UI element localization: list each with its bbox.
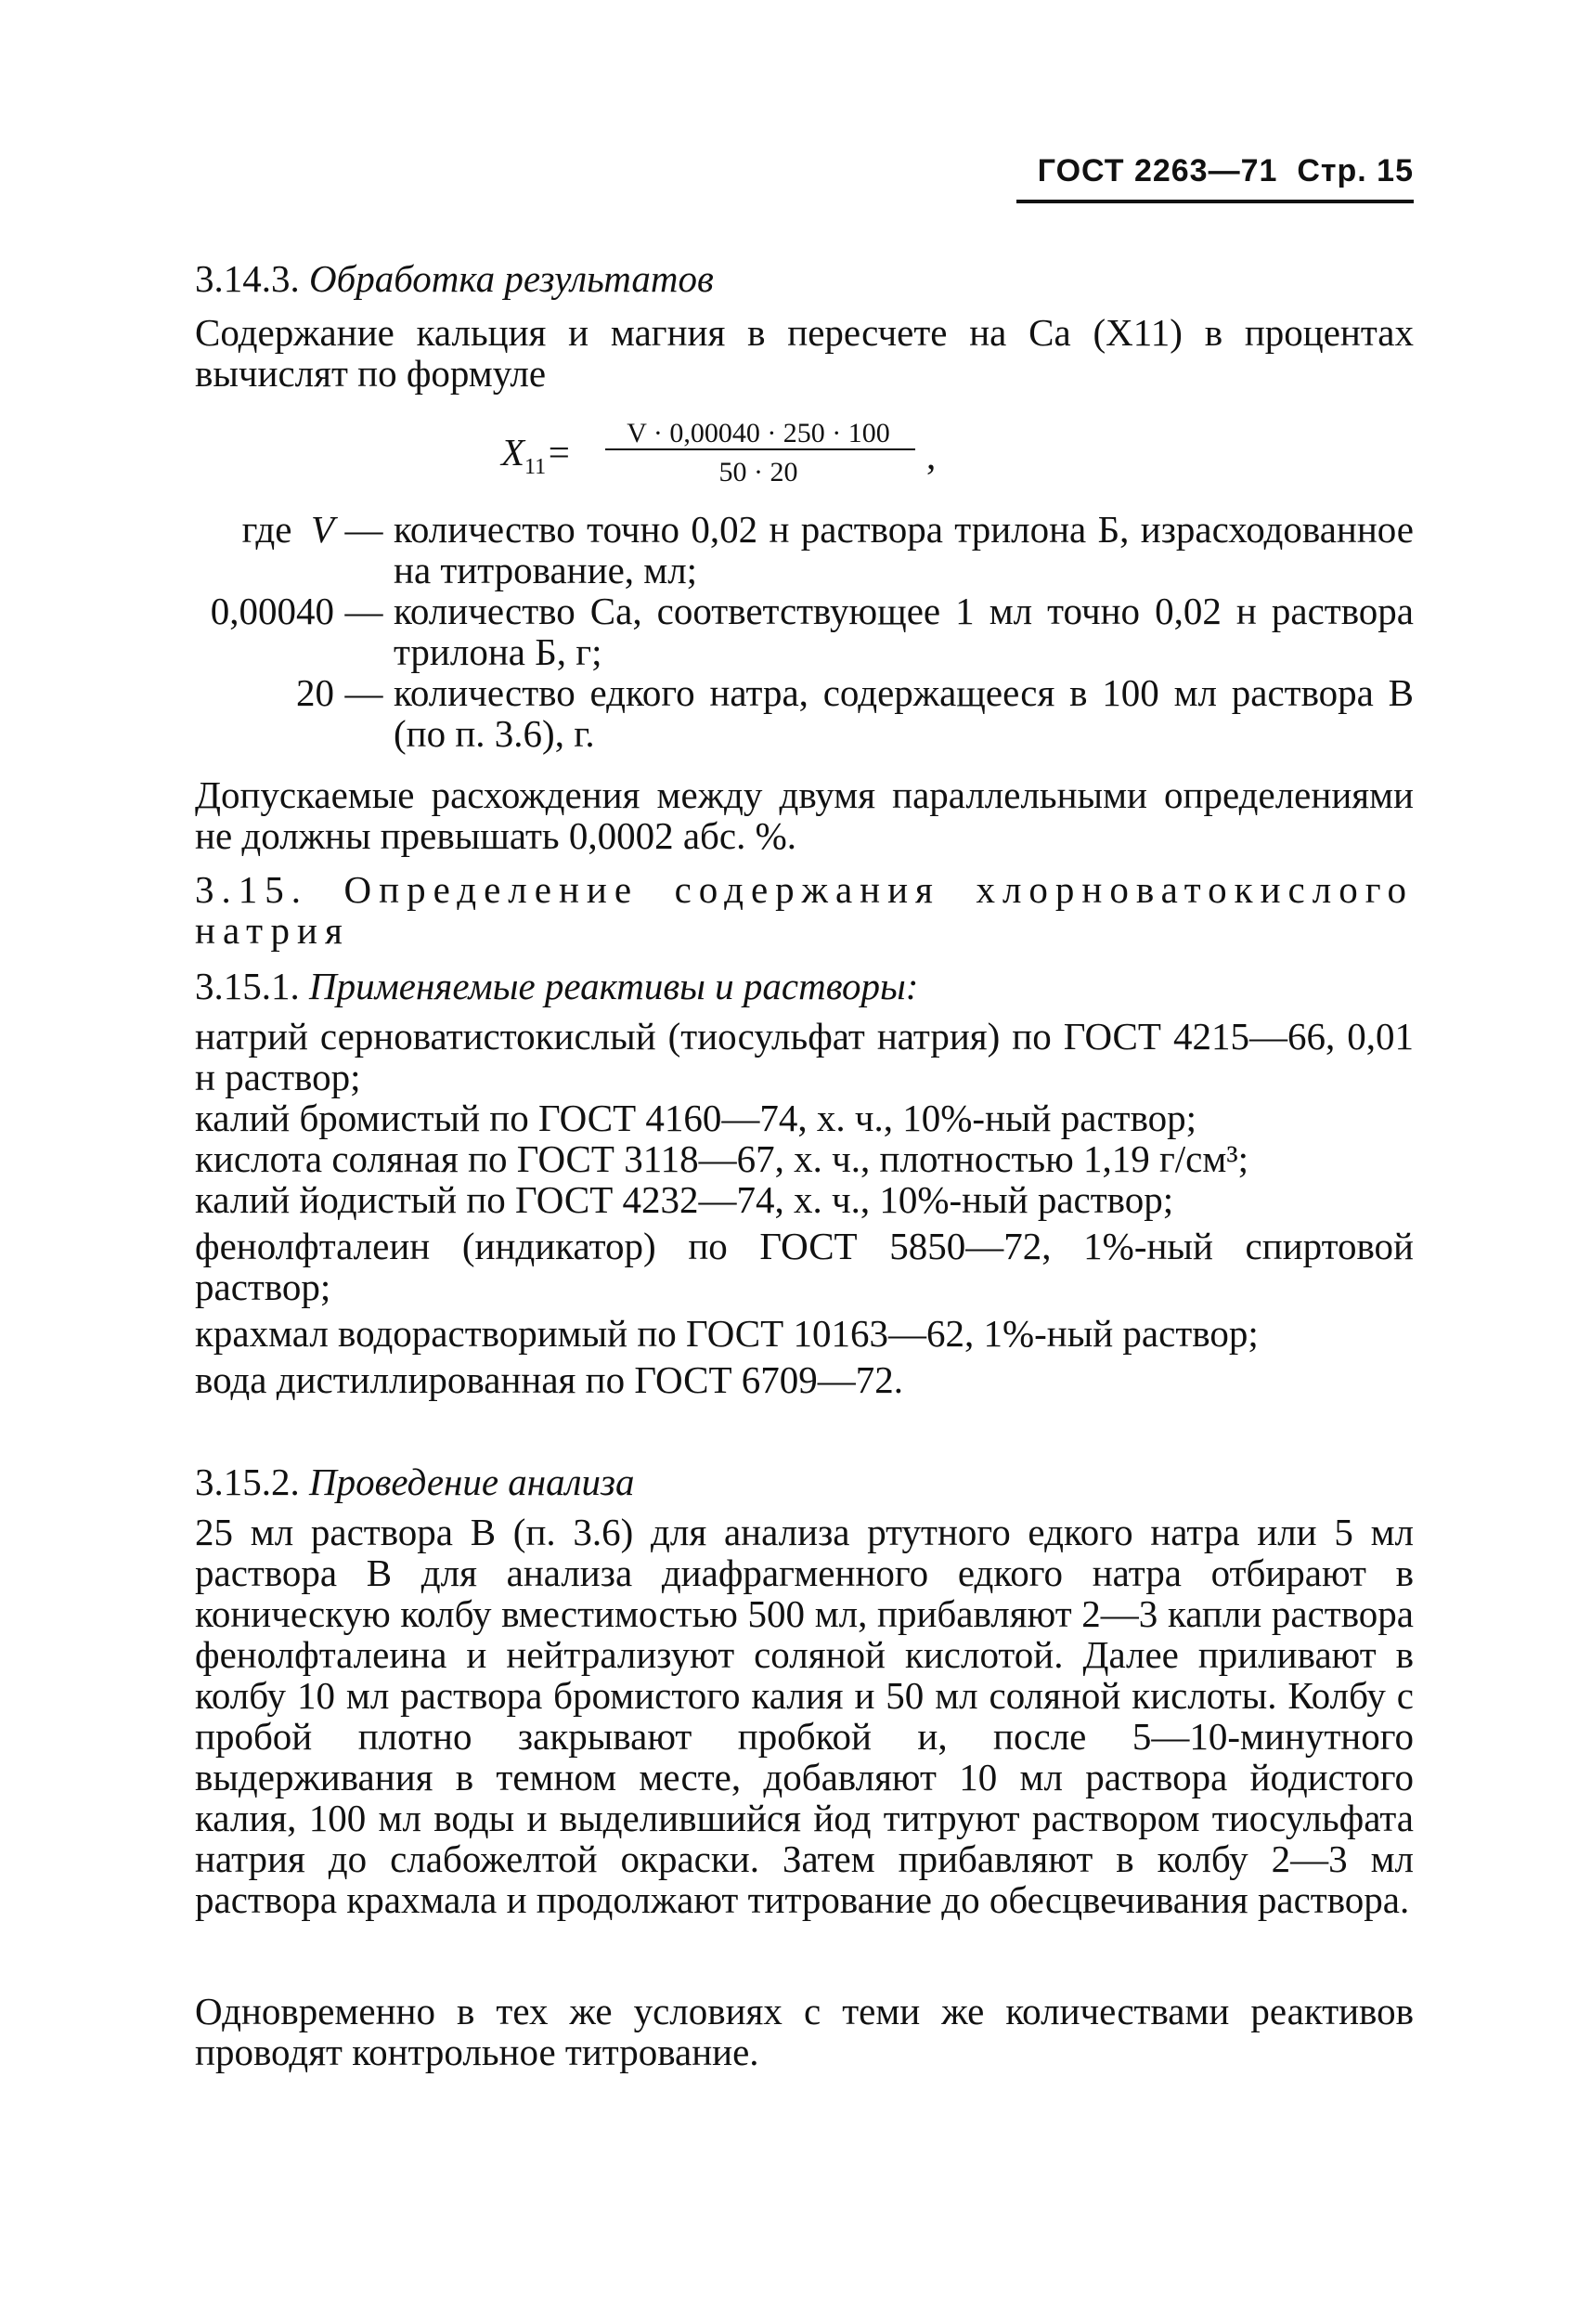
heading-number: 3.14.3. <box>195 257 300 300</box>
section-3-15-2-heading <box>195 1461 1414 1502</box>
reagent-item: фенолфталеин (индикатор) по ГОСТ 5850—72, 1%-ный спиртовой раствор; <box>195 1225 1414 1308</box>
section-3-15-heading <box>195 869 1414 951</box>
section-heading: Проведение анализа <box>309 1461 635 1503</box>
calc-intro <box>195 312 1414 394</box>
where-term: где V <box>241 508 334 551</box>
formula-lhs: $X_{11}=$ <box>501 431 572 480</box>
standard-code: ГОСТ 2263—71 <box>1037 153 1278 188</box>
procedure-text: 25 мл раствора В (п. 3.6) для анализа ртутного едкого натра или 5 мл раствора В для анализа диафрагменного едкого натра отбирают в коническую колбу вместимостью 500 мл, прибавляют 2—3 капли раствора фенолфталеина и нейтрализуют соляной кислотой. Далее приливают в колбу 10 мл раствора бромистого калия и 50 мл соляной кислоты. Колбу с пробой плотно закрывают пробкой и, после 5—10-минутного выдерживания в темном месте, добавляют 10 мл раствора йодистого калия, 100 мл воды и выделившийся йод титруют раствором тиосульфата натрия до слабожелтой окраски. Затем прибавляют в колбу 2—3 мл раствора крахмала и продолжают титрование до обесцвечивания раствора. <box>195 1511 1414 1921</box>
fraction-bar <box>605 448 915 450</box>
page-number: Стр. 15 <box>1297 153 1414 188</box>
where-desc: количество едкого натра, содержащееся в 100 мл раствора В (по п. 3.6), г. <box>394 671 1414 755</box>
where-desc: количество точно 0,02 н раствора трилона Б, израсходованное на титрование, мл; <box>394 508 1414 591</box>
page-header <box>1016 150 1414 191</box>
calc-intro-text: Содержание кальция и магния в пересчете на Са (X11) в процентах вычислят по формуле <box>195 311 1414 395</box>
reagents-list <box>195 1016 1414 1400</box>
formula <box>501 413 1021 497</box>
header-rule <box>1016 200 1414 203</box>
formula-denominator: 50 · 20 <box>718 457 798 487</box>
section-3-15-1-heading <box>195 966 1414 1006</box>
section-heading: Обработка результатов <box>309 257 714 300</box>
heading-number: 3.15.2. <box>195 1461 300 1503</box>
analysis-procedure <box>195 1512 1414 1920</box>
where-item: 20 — количество едкого натра, содержащееся в 100 мл раствора В (по п. 3.6), г. <box>139 672 1414 754</box>
reagent-item: вода дистиллированная по ГОСТ 6709—72. <box>195 1358 904 1401</box>
section-3-14-3-heading <box>195 258 1414 299</box>
formula-numerator: V · 0,00040 · 250 · 100 <box>627 418 890 448</box>
where-list <box>139 509 1414 754</box>
formula-comma: , <box>926 435 937 477</box>
reagent-item: калий йодистый по ГОСТ 4232—74, х. ч., 10%-ный раствор; <box>195 1178 1174 1221</box>
reagent-item: натрий серноватистокислый (тиосульфат натрия) по ГОСТ 4215—66, 0,01 н раствор; <box>195 1015 1414 1098</box>
control-text: Одновременно в тех же условиях с теми же количествами реактивов проводят контрольное титрование. <box>195 1990 1414 2073</box>
where-desc: количество Са, соответствующее 1 мл точно 0,02 н раствора трилона Б, г; <box>394 590 1414 673</box>
heading-number: 3.15.1. <box>195 965 300 1007</box>
reagent-item: кислота соляная по ГОСТ 3118—67, х. ч., плотностью 1,19 г/см³; <box>195 1137 1249 1180</box>
where-item: где V — количество точно 0,02 н раствора трилона Б, израсходованное на титрование, мл; <box>139 509 1414 591</box>
reagent-item: крахмал водорастворимый по ГОСТ 10163—62, 1%-ный раствор; <box>195 1312 1259 1355</box>
where-item: 0,00040 — количество Са, соответствующее 1 мл точно 0,02 н раствора трилона Б, г; <box>139 591 1414 672</box>
section-heading: Применяемые реактивы и растворы: <box>309 965 919 1007</box>
where-term: 20 <box>296 671 334 714</box>
tolerance-text: Допускаемые расхождения между двумя параллельными определениями не должны превышать 0,0002 абс. %. <box>195 773 1414 857</box>
where-term: 0,00040 <box>210 590 334 632</box>
control-titration <box>195 1991 1414 2072</box>
section-heading: 3.15. Определение содержания хлорноватокислого натрия <box>195 868 1414 952</box>
reagent-item: калий бромистый по ГОСТ 4160—74, х. ч., 10%-ный раствор; <box>195 1097 1197 1139</box>
tolerance-paragraph <box>195 774 1414 856</box>
